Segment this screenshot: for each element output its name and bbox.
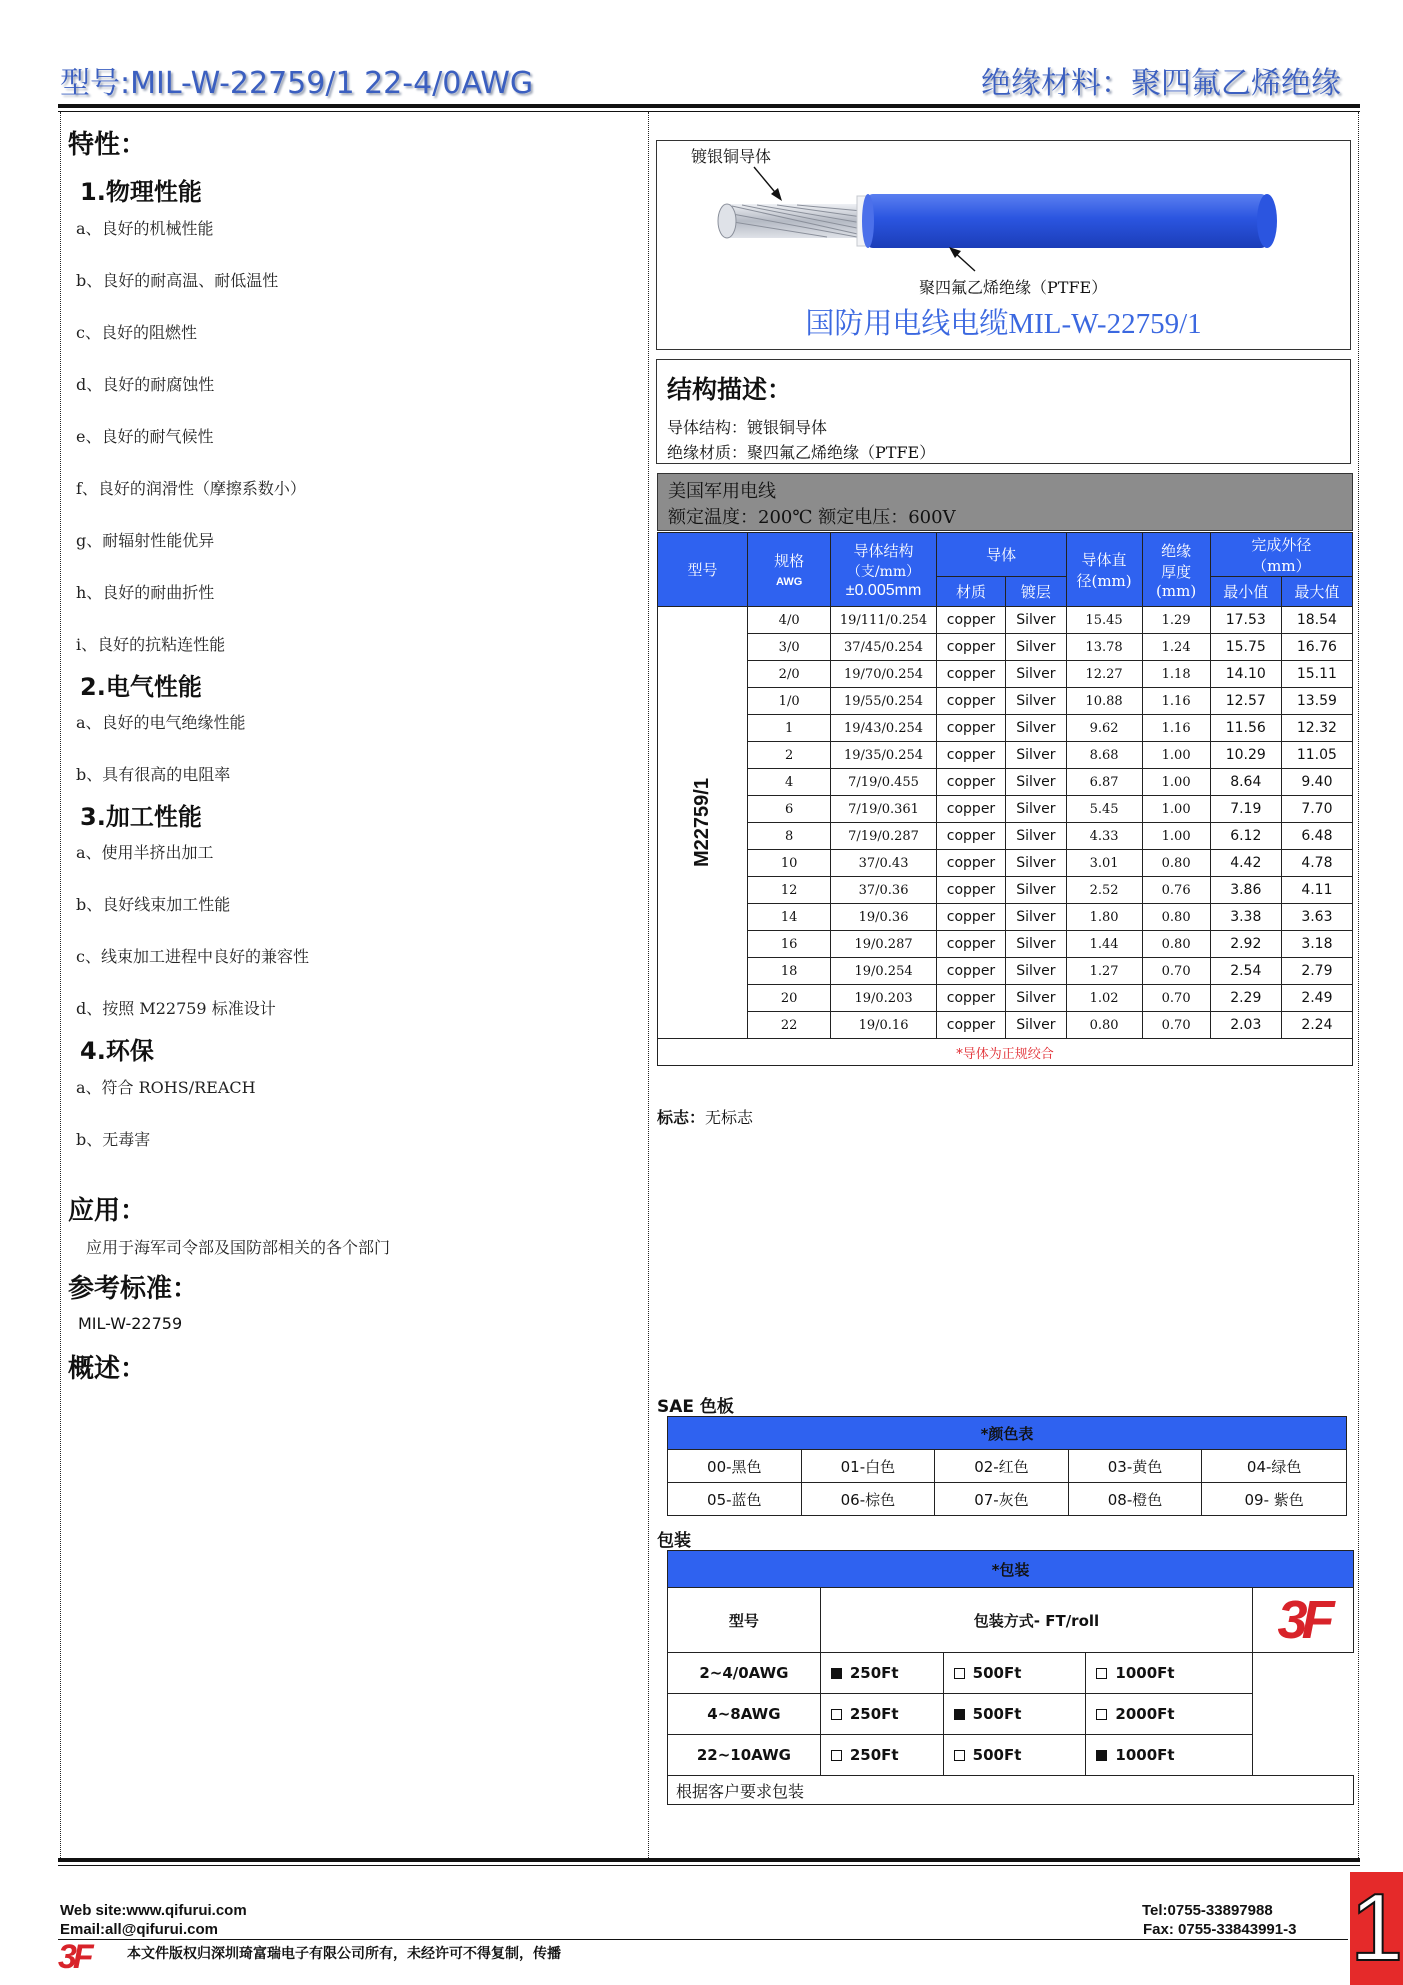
pack-option-label: 1000Ft: [1115, 1664, 1175, 1682]
th-plating: 镀层: [1006, 577, 1066, 607]
pack-model: 2~4/0AWG: [668, 1653, 821, 1694]
section-title: 4.环保: [80, 1037, 154, 1065]
spec-cell: 19/70/0.254: [831, 661, 936, 688]
spec-model-cell: [658, 607, 748, 1039]
checked-box-icon[interactable]: [1096, 1750, 1107, 1761]
spec-cell: 0.80: [1066, 1012, 1142, 1039]
marking-label: 标志：: [657, 1108, 706, 1127]
diagram-title: 国防用电线电缆MIL-W-22759/1: [805, 308, 1202, 340]
spec-cell: 19/0.287: [831, 931, 936, 958]
spec-cell: 2/0: [747, 661, 830, 688]
spec-cell: Silver: [1006, 607, 1066, 634]
spec-cell: copper: [936, 850, 1005, 877]
spec-banner-line2: 额定温度：200℃ 额定电压：600V: [668, 507, 956, 528]
pack-row: [668, 1653, 1354, 1694]
insulation-label: 聚四氟乙烯绝缘（PTFE）: [919, 278, 1108, 297]
spec-cell: 16: [747, 931, 830, 958]
spec-cell: 5.45: [1066, 796, 1142, 823]
standard-text: MIL-W-22759: [78, 1314, 183, 1333]
spec-cell: 1.02: [1066, 985, 1142, 1012]
spec-cell: copper: [936, 1012, 1005, 1039]
spec-cell: 14.10: [1210, 661, 1281, 688]
spec-row: [658, 688, 1353, 715]
spec-cell: 1: [747, 715, 830, 742]
pack-option-label: 250Ft: [849, 1746, 899, 1764]
spec-cell: Silver: [1006, 742, 1066, 769]
spec-banner-line1: 美国军用电线: [668, 481, 776, 502]
spec-cell: 19/55/0.254: [831, 688, 936, 715]
spec-cell: 9.62: [1066, 715, 1142, 742]
color-cell: 05-蓝色: [668, 1483, 802, 1516]
page-number-tab: [1350, 1872, 1403, 1985]
unchecked-box-icon[interactable]: [831, 1750, 842, 1761]
spec-cell: copper: [936, 823, 1005, 850]
spec-row: [658, 958, 1353, 985]
feature-item: a、使用半挤出加工: [76, 843, 214, 862]
standard-title: 参考标准：: [68, 1274, 199, 1304]
spec-model-name: M22759/1: [690, 778, 713, 867]
pack-option[interactable]: [943, 1694, 1086, 1735]
spec-cell: Silver: [1006, 661, 1066, 688]
unchecked-box-icon[interactable]: [954, 1750, 965, 1761]
spec-cell: 0.70: [1142, 1012, 1210, 1039]
spec-cell: 37/0.43: [831, 850, 936, 877]
pack-option[interactable]: [820, 1694, 943, 1735]
spec-row: [658, 877, 1353, 904]
th-diameter: 导体直 径(mm): [1066, 533, 1142, 607]
unchecked-box-icon[interactable]: [831, 1709, 842, 1720]
spec-row: [658, 661, 1353, 688]
th-conductor: 导体: [936, 533, 1066, 577]
pack-col-method: 包装方式- FT/roll: [820, 1588, 1252, 1653]
unchecked-box-icon[interactable]: [1096, 1709, 1107, 1720]
pack-option[interactable]: [943, 1653, 1086, 1694]
feature-item: e、良好的耐气候性: [76, 427, 214, 446]
spec-cell: 2: [747, 742, 830, 769]
spec-cell: 20: [747, 985, 830, 1012]
spec-cell: 16.76: [1281, 634, 1352, 661]
pack-model: 22~10AWG: [668, 1735, 821, 1776]
pack-logo-cell: [1253, 1588, 1354, 1653]
spec-cell: 2.03: [1210, 1012, 1281, 1039]
color-row: [668, 1483, 1347, 1516]
feature-item: b、良好的耐高温、耐低温性: [76, 271, 279, 290]
header-rule-thin: [58, 111, 1360, 112]
spec-banner: [657, 473, 1353, 531]
spec-cell: copper: [936, 688, 1005, 715]
pack-option-label: 2000Ft: [1115, 1705, 1175, 1723]
spec-cell: 6: [747, 796, 830, 823]
pack-col-model: 型号: [668, 1588, 821, 1653]
left-border: [60, 112, 61, 1860]
spec-cell: 3.18: [1281, 931, 1352, 958]
pack-option[interactable]: [1086, 1694, 1253, 1735]
spec-cell: 19/111/0.254: [831, 607, 936, 634]
spec-cell: 4.78: [1281, 850, 1352, 877]
pack-option[interactable]: [1086, 1735, 1253, 1776]
pack-option-label: 250Ft: [849, 1705, 899, 1723]
th-gauge: 规格 AWG: [747, 533, 830, 607]
th-min: 最小值: [1210, 577, 1281, 607]
pack-option[interactable]: [820, 1653, 943, 1694]
feature-item: i、良好的抗粘连性能: [76, 635, 226, 654]
spec-cell: 1.16: [1142, 688, 1210, 715]
spec-table: [657, 532, 1353, 1066]
feature-item: a、符合 ROHS/REACH: [76, 1078, 256, 1097]
feature-item: a、良好的电气绝缘性能: [76, 713, 246, 732]
footer-logo: 3F: [58, 1938, 90, 1976]
spec-row: [658, 823, 1353, 850]
spec-cell: 10.29: [1210, 742, 1281, 769]
footer-divider: [58, 1939, 1348, 1940]
th-model: 型号: [658, 533, 748, 607]
feature-item: d、按照 M22759 标准设计: [76, 999, 276, 1018]
spec-cell: copper: [936, 877, 1005, 904]
page-number: 1: [1350, 1874, 1403, 1981]
spec-cell: Silver: [1006, 634, 1066, 661]
spec-cell: Silver: [1006, 985, 1066, 1012]
packaging-table: [667, 1550, 1354, 1805]
spec-cell: 6.48: [1281, 823, 1352, 850]
spec-row: [658, 796, 1353, 823]
feature-item: c、线束加工进程中良好的兼容性: [76, 947, 309, 966]
spec-cell: 7.70: [1281, 796, 1352, 823]
packaging-title: 包装: [657, 1531, 691, 1551]
spec-cell: 1.24: [1142, 634, 1210, 661]
spec-cell: 9.40: [1281, 769, 1352, 796]
spec-row: [658, 769, 1353, 796]
color-cell: 06-棕色: [801, 1483, 935, 1516]
spec-cell: 12.32: [1281, 715, 1352, 742]
color-table-title: *颜色表: [668, 1417, 1347, 1450]
spec-cell: 2.29: [1210, 985, 1281, 1012]
th-max: 最大值: [1281, 577, 1352, 607]
spec-cell: 7/19/0.287: [831, 823, 936, 850]
spec-row: [658, 607, 1353, 634]
spec-cell: copper: [936, 904, 1005, 931]
spec-row: [658, 742, 1353, 769]
color-cell: 09- 紫色: [1202, 1483, 1347, 1516]
marking-value: 无标志: [705, 1108, 754, 1127]
spec-cell: 3/0: [747, 634, 830, 661]
feature-item: g、耐辐射性能优异: [76, 531, 215, 550]
pack-option-label: 250Ft: [849, 1664, 899, 1682]
feature-item: b、良好线束加工性能: [76, 895, 231, 914]
pack-row: [668, 1735, 1354, 1776]
spec-cell: 19/0.36: [831, 904, 936, 931]
spec-cell: 4/0: [747, 607, 830, 634]
structure-line2: 绝缘材质：聚四氟乙烯绝缘（PTFE）: [667, 443, 936, 462]
spec-row: [658, 931, 1353, 958]
footer-email[interactable]: Email:all@qifurui.com: [60, 1921, 218, 1938]
feature-item: h、良好的耐曲折性: [76, 583, 215, 602]
spec-cell: 6.12: [1210, 823, 1281, 850]
spec-cell: 8.68: [1066, 742, 1142, 769]
pack-option-label: 500Ft: [972, 1705, 1022, 1723]
footer-rule-thin: [58, 1865, 1360, 1866]
spec-cell: Silver: [1006, 715, 1066, 742]
spec-cell: 12.57: [1210, 688, 1281, 715]
spec-cell: 2.54: [1210, 958, 1281, 985]
pack-custom: 根据客户要求包装: [668, 1776, 1354, 1805]
packaging-table-title: *包装: [668, 1551, 1354, 1588]
spec-cell: copper: [936, 661, 1005, 688]
spec-row: [658, 634, 1353, 661]
spec-cell: 19/0.16: [831, 1012, 936, 1039]
spec-cell: 3.38: [1210, 904, 1281, 931]
spec-cell: 1.27: [1066, 958, 1142, 985]
spec-cell: 1.18: [1142, 661, 1210, 688]
color-cell: 08-橙色: [1068, 1483, 1202, 1516]
spec-cell: Silver: [1006, 850, 1066, 877]
th-strand: 导体结构 （支/mm） ±0.005mm: [831, 533, 936, 607]
spec-cell: 6.87: [1066, 769, 1142, 796]
spec-cell: 19/0.203: [831, 985, 936, 1012]
header-rule: [58, 104, 1360, 108]
spec-cell: 19/43/0.254: [831, 715, 936, 742]
color-table: [667, 1416, 1347, 1516]
spec-cell: copper: [936, 607, 1005, 634]
spec-cell: 18.54: [1281, 607, 1352, 634]
spec-cell: 1.29: [1142, 607, 1210, 634]
structure-box: [656, 359, 1351, 464]
spec-cell: 2.92: [1210, 931, 1281, 958]
pack-option-label: 500Ft: [972, 1664, 1022, 1682]
brand-logo: 3F: [1277, 1590, 1329, 1650]
spec-cell: copper: [936, 985, 1005, 1012]
spec-cell: Silver: [1006, 823, 1066, 850]
pack-option[interactable]: [1086, 1653, 1253, 1694]
spec-cell: copper: [936, 958, 1005, 985]
structure-line1: 导体结构：镀银铜导体: [667, 418, 828, 437]
cable-diagram: [656, 140, 1351, 350]
application-text: 应用于海军司令部及国防部相关的各个部门: [86, 1238, 391, 1257]
th-material: 材质: [936, 577, 1005, 607]
spec-cell: 0.80: [1142, 931, 1210, 958]
spec-cell: Silver: [1006, 931, 1066, 958]
section-title: 3.加工性能: [80, 803, 202, 831]
conductor-label: 镀银铜导体: [691, 147, 772, 166]
spec-cell: 15.75: [1210, 634, 1281, 661]
spec-cell: 7/19/0.361: [831, 796, 936, 823]
footer-rule: [58, 1858, 1360, 1862]
spec-cell: 1/0: [747, 688, 830, 715]
pack-model: 4~8AWG: [668, 1694, 821, 1735]
spec-cell: 13.59: [1281, 688, 1352, 715]
spec-cell: 10: [747, 850, 830, 877]
spec-row: [658, 985, 1353, 1012]
spec-cell: Silver: [1006, 769, 1066, 796]
spec-cell: 15.11: [1281, 661, 1352, 688]
spec-cell: 7.19: [1210, 796, 1281, 823]
spec-cell: 1.44: [1066, 931, 1142, 958]
spec-cell: 0.70: [1142, 985, 1210, 1012]
spec-cell: 15.45: [1066, 607, 1142, 634]
spec-cell: 12.27: [1066, 661, 1142, 688]
spec-cell: 17.53: [1210, 607, 1281, 634]
spec-cell: 1.00: [1142, 796, 1210, 823]
feature-item: c、良好的阻燃性: [76, 323, 197, 342]
features-title: 特性：: [68, 130, 147, 160]
spec-cell: 2.49: [1281, 985, 1352, 1012]
spec-cell: 1.16: [1142, 715, 1210, 742]
unchecked-box-icon[interactable]: [954, 1668, 965, 1679]
sae-title: SAE 色板: [657, 1397, 734, 1417]
spec-cell: 8: [747, 823, 830, 850]
spec-cell: 37/0.36: [831, 877, 936, 904]
feature-item: f、良好的润滑性（摩擦系数小）: [76, 479, 306, 498]
spec-cell: 8.64: [1210, 769, 1281, 796]
spec-cell: 4.42: [1210, 850, 1281, 877]
footer-copyright: 本文件版权归深圳琦富瑞电子有限公司所有，未经许可不得复制，传播: [127, 1946, 561, 1962]
spec-cell: 19/0.254: [831, 958, 936, 985]
color-row: [668, 1450, 1347, 1483]
color-cell: 01-白色: [801, 1450, 935, 1483]
spec-cell: 14: [747, 904, 830, 931]
model-title: 型号:MIL-W-22759/1 22-4/0AWG: [60, 66, 534, 101]
spec-cell: 0.80: [1142, 850, 1210, 877]
spec-cell: 0.80: [1142, 904, 1210, 931]
insulation-title: 绝缘材料：聚四氟乙烯绝缘: [981, 66, 1341, 101]
spec-cell: 3.63: [1281, 904, 1352, 931]
th-od: 完成外径 （mm）: [1210, 533, 1352, 577]
feature-item: a、良好的机械性能: [76, 219, 214, 238]
spec-cell: copper: [936, 715, 1005, 742]
spec-row: [658, 904, 1353, 931]
spec-row: [658, 850, 1353, 877]
footer-tel: Tel:0755-33897988: [1142, 1902, 1273, 1919]
spec-cell: Silver: [1006, 904, 1066, 931]
section-title: 2.电气性能: [80, 673, 202, 701]
spec-cell: 4: [747, 769, 830, 796]
spec-cell: 11.05: [1281, 742, 1352, 769]
section-title: 1.物理性能: [80, 178, 202, 206]
color-cell: 02-红色: [935, 1450, 1069, 1483]
spec-cell: 12: [747, 877, 830, 904]
column-divider: [648, 112, 649, 1860]
spec-cell: 1.00: [1142, 742, 1210, 769]
spec-cell: 10.88: [1066, 688, 1142, 715]
spec-cell: 2.24: [1281, 1012, 1352, 1039]
spec-cell: 37/45/0.254: [831, 634, 936, 661]
spec-cell: copper: [936, 769, 1005, 796]
spec-cell: Silver: [1006, 958, 1066, 985]
right-border: [1358, 112, 1359, 1860]
marking: [657, 1105, 753, 1128]
structure-title: 结构描述：: [667, 375, 793, 404]
spec-cell: 3.86: [1210, 877, 1281, 904]
feature-item: b、具有很高的电阻率: [76, 765, 231, 784]
spec-cell: 4.33: [1066, 823, 1142, 850]
spec-row: [658, 715, 1353, 742]
pack-row: [668, 1694, 1354, 1735]
pack-option-label: 1000Ft: [1115, 1746, 1175, 1764]
checked-box-icon[interactable]: [954, 1709, 965, 1720]
spec-cell: 22: [747, 1012, 830, 1039]
color-cell: 00-黑色: [668, 1450, 802, 1483]
spec-cell: 11.56: [1210, 715, 1281, 742]
spec-cell: copper: [936, 796, 1005, 823]
spec-cell: 2.79: [1281, 958, 1352, 985]
pack-option[interactable]: [943, 1735, 1086, 1776]
spec-cell: Silver: [1006, 796, 1066, 823]
spec-cell: 3.01: [1066, 850, 1142, 877]
spec-cell: 0.70: [1142, 958, 1210, 985]
spec-cell: 4.11: [1281, 877, 1352, 904]
pack-option[interactable]: [820, 1735, 943, 1776]
spec-cell: 2.52: [1066, 877, 1142, 904]
spec-cell: Silver: [1006, 877, 1066, 904]
color-cell: 03-黄色: [1068, 1450, 1202, 1483]
footer-fax: Fax: 0755-33843991-3: [1143, 1921, 1297, 1938]
spec-cell: 18: [747, 958, 830, 985]
footer-website[interactable]: Web site:www.qifurui.com: [60, 1902, 247, 1919]
feature-item: b、无毒害: [76, 1130, 151, 1149]
color-cell: 04-绿色: [1202, 1450, 1347, 1483]
overview-title: 概述：: [68, 1354, 147, 1384]
color-cell: 07-灰色: [935, 1483, 1069, 1516]
checked-box-icon[interactable]: [831, 1668, 842, 1679]
spec-row: [658, 1012, 1353, 1039]
spec-cell: copper: [936, 742, 1005, 769]
pack-option-label: 500Ft: [972, 1746, 1022, 1764]
unchecked-box-icon[interactable]: [1096, 1668, 1107, 1679]
spec-cell: 19/35/0.254: [831, 742, 936, 769]
spec-cell: 13.78: [1066, 634, 1142, 661]
spec-cell: 7/19/0.455: [831, 769, 936, 796]
spec-cell: 0.76: [1142, 877, 1210, 904]
spec-cell: copper: [936, 634, 1005, 661]
spec-cell: 1.00: [1142, 823, 1210, 850]
spec-cell: Silver: [1006, 688, 1066, 715]
spec-note: *导体为正规绞合: [658, 1039, 1353, 1066]
application-title: 应用：: [68, 1196, 147, 1226]
spec-cell: copper: [936, 931, 1005, 958]
feature-item: d、良好的耐腐蚀性: [76, 375, 215, 394]
spec-cell: Silver: [1006, 1012, 1066, 1039]
th-thickness: 绝缘 厚度 (mm): [1142, 533, 1210, 607]
spec-cell: 1.00: [1142, 769, 1210, 796]
spec-cell: 1.80: [1066, 904, 1142, 931]
